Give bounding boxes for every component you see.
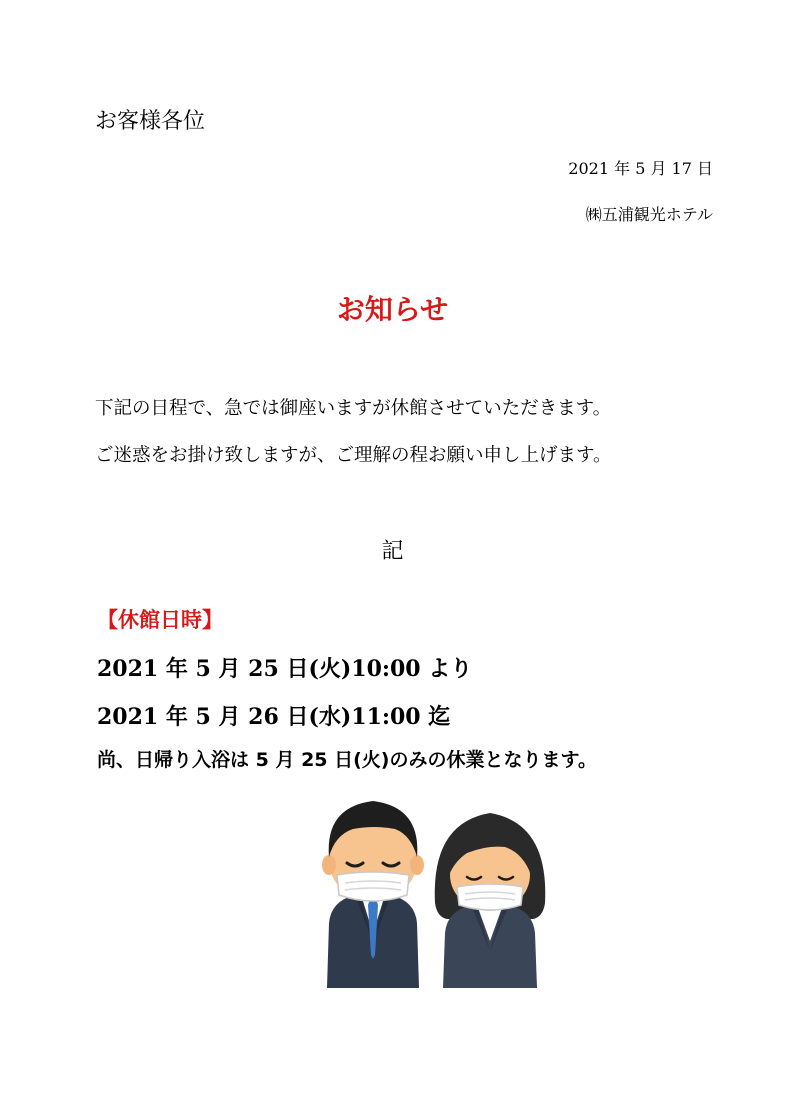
body-line-2: ご迷惑をお掛け致しますが、ご理解の程お願い申し上げます。 bbox=[95, 445, 612, 466]
notice-title: お知らせ bbox=[336, 293, 449, 326]
bowing-staff-illustration bbox=[315, 783, 555, 988]
closure-end: 2021 年 5 月 26 日(水)11:00 迄 bbox=[97, 704, 451, 730]
closure-heading: 【休館日時】 bbox=[97, 608, 223, 632]
company-name: ㈱五浦観光ホテル bbox=[585, 205, 713, 224]
recipient-line: お客様各位 bbox=[95, 109, 206, 134]
body-line-1: 下記の日程で、急では御座いますが休館させていただきます。 bbox=[95, 398, 612, 419]
notice-date: 2021 年 5 月 17 日 bbox=[568, 159, 713, 178]
day-bath-note: 尚、日帰り入浴は 5 月 25 日(火)のみの休業となります。 bbox=[97, 749, 597, 771]
woman-figure bbox=[435, 813, 546, 988]
man-figure bbox=[322, 801, 424, 988]
closure-start: 2021 年 5 月 25 日(火)10:00 より bbox=[97, 656, 473, 682]
ki-heading: 記 bbox=[381, 539, 404, 564]
